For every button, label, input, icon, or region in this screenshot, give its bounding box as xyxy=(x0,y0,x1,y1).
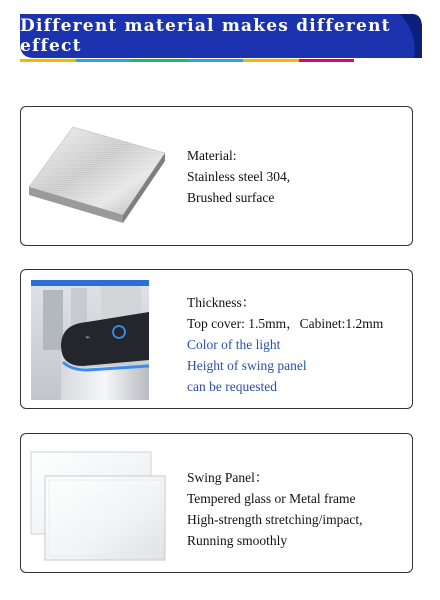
request-note: can be requested xyxy=(187,379,277,394)
stripe xyxy=(354,59,410,62)
turnstile-cabinet-image xyxy=(31,280,149,400)
glass-panel-image xyxy=(25,448,171,564)
brushed-steel-image xyxy=(27,121,167,231)
stripe xyxy=(243,59,299,62)
thickness-card xyxy=(20,269,413,409)
svg-text:⌁: ⌁ xyxy=(85,333,91,343)
swing-panel-card xyxy=(20,433,413,573)
swing-panel-label: Swing Panel： xyxy=(187,470,269,485)
material-label: Material: xyxy=(187,148,237,163)
stripe xyxy=(20,59,76,62)
material-finish: Brushed surface xyxy=(187,190,275,205)
stripe xyxy=(76,59,132,62)
light-color-option: Color of the light xyxy=(187,337,281,352)
stripe xyxy=(131,59,187,62)
header-banner xyxy=(20,14,422,58)
swing-panel-motion: Running smoothly xyxy=(187,533,288,548)
stripe xyxy=(299,59,355,62)
material-value: Stainless steel 304, xyxy=(187,169,291,184)
swing-panel-text xyxy=(187,467,362,551)
material-card xyxy=(20,106,413,246)
panel-height-option: Height of swing panel xyxy=(187,358,307,373)
thickness-label: Thickness： xyxy=(187,295,256,310)
banner-title: Different material makes different effect xyxy=(20,16,391,56)
color-stripes xyxy=(20,59,410,62)
thickness-text xyxy=(187,292,383,397)
stripe xyxy=(187,59,243,62)
material-text xyxy=(187,145,290,208)
swing-panel-material: Tempered glass or Metal frame xyxy=(187,491,356,506)
thickness-value: Top cover: 1.5mm，Cabinet:1.2mm xyxy=(187,316,384,331)
swing-panel-strength: High-strength stretching/impact, xyxy=(187,512,363,527)
